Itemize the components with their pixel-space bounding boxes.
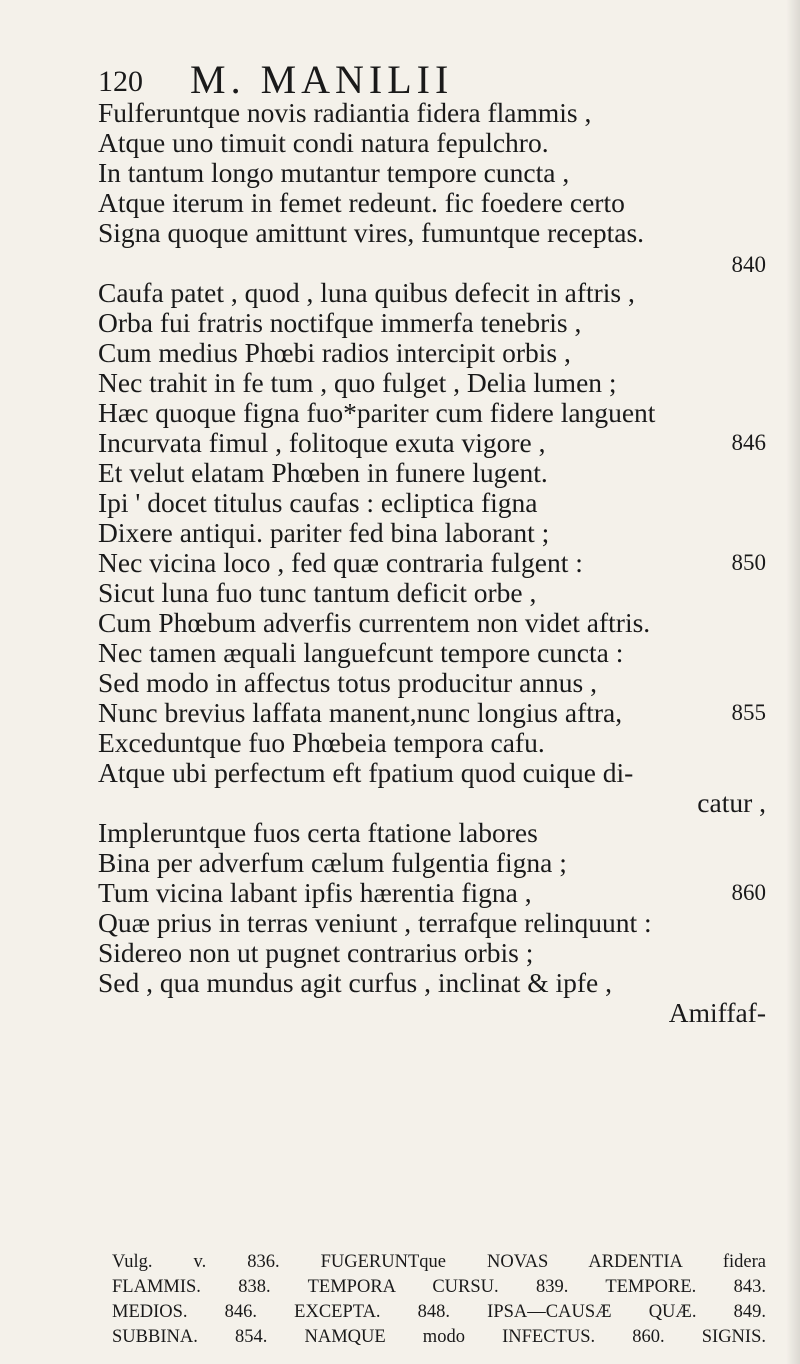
- line-number: 855: [731, 700, 766, 725]
- verse-text: Sicut luna fuo tunc tantum deficit orbe ,: [98, 577, 537, 608]
- verse-line: [98, 848, 766, 878]
- verse-line: [98, 278, 766, 308]
- line-number: 850: [731, 550, 766, 575]
- verse-line: [98, 968, 766, 998]
- verse-line: [98, 368, 766, 398]
- line-number: 846: [731, 430, 766, 455]
- verse-text: Cum Phœbum adverfis currentem non videt aftris.: [98, 607, 651, 638]
- verse-line: [98, 638, 766, 668]
- note-line: Vulg. v. 836. FUGERUNTque NOVAS ARDENTIA fidera: [112, 1252, 766, 1272]
- verse-text: Exceduntque fuo Phœbeia tempora cafu.: [98, 727, 545, 758]
- variant-notes: [112, 1250, 766, 1350]
- note-line: FLAMMIS. 838. TEMPORA CURSU. 839. TEMPORE. 843.: [112, 1277, 766, 1297]
- verse-line: [98, 698, 766, 728]
- verse-text: Nec vicina loco , fed quæ contraria fulgent :: [98, 547, 583, 578]
- verse-line: [98, 128, 766, 158]
- verse-line: [98, 458, 766, 488]
- verse-line: [98, 98, 766, 128]
- verse-text: Impleruntque fuos certa ftatione labores: [98, 817, 538, 848]
- verse-text: Orba fui fratris noctifque immerfa tenebris ,: [98, 307, 582, 338]
- verse-text: Atque uno timuit condi natura fepulchro.: [98, 127, 549, 158]
- verse-line: [98, 158, 766, 188]
- verse-line: [98, 908, 766, 938]
- verse-text: Amiffaf-: [668, 997, 766, 1028]
- page-number: 120: [98, 65, 143, 98]
- verse-line: [98, 608, 766, 638]
- verse-text: Dixere antiqui. pariter fed bina laborant ;: [98, 517, 550, 548]
- note-line: SUBBINA. 854. NAMQUE modo INFECTUS. 860. SIGNIS.: [112, 1327, 766, 1347]
- verse-text: Quæ prius in terras veniunt , terrafque relinquunt :: [98, 907, 652, 938]
- verse-text: catur ,: [697, 787, 766, 818]
- verse-text: In tantum longo mutantur tempore cuncta ,: [98, 157, 570, 188]
- verse-text: Incurvata fimul , folitoque exuta vigore ,: [98, 427, 546, 458]
- verse-line: [98, 548, 766, 578]
- line-number-row: [98, 248, 766, 278]
- verse-text: Sed modo in affectus totus producitur annus ,: [98, 667, 598, 698]
- poem-text: [98, 98, 766, 1028]
- verse-line: [98, 878, 766, 908]
- verse-text: Ipi ' docet titulus caufas : ecliptica figna: [98, 487, 538, 518]
- verse-line: [98, 518, 766, 548]
- verse-line: [98, 488, 766, 518]
- verse-text: Sed , qua mundus agit curfus , inclinat & ipfe ,: [98, 967, 613, 998]
- verse-line: [98, 758, 766, 788]
- verse-line: [98, 428, 766, 458]
- verse-text: Signa quoque amittunt vires, fumuntque receptas.: [98, 217, 645, 248]
- verse-text: Tum vicina labant ipfis hærentia figna ,: [98, 877, 532, 908]
- verse-line: [98, 338, 766, 368]
- verse-line: [98, 788, 766, 818]
- verse-text: Nec trahit in fe tum , quo fulget , Delia lumen ;: [98, 367, 617, 398]
- line-number: 860: [731, 880, 766, 905]
- verse-text: Bina per adverfum cælum fulgentia figna ;: [98, 847, 567, 878]
- verse-text: Atque ubi perfectum eft fpatium quod cuique di-: [98, 757, 634, 788]
- verse-line: [98, 668, 766, 698]
- verse-text: Fulferuntque novis radiantia fidera flammis ,: [98, 97, 592, 128]
- verse-line: [98, 218, 766, 248]
- verse-line: [98, 578, 766, 608]
- verse-text: Sidereo non ut pugnet contrarius orbis ;: [98, 937, 534, 968]
- verse-text: Hæc quoque figna fuo*pariter cum fidere languent: [98, 397, 656, 428]
- verse-line: [98, 398, 766, 428]
- verse-text: Atque iterum in femet redeunt. fic foedere certo: [98, 187, 625, 218]
- verse-text: Caufa patet , quod , luna quibus defecit in aftris ,: [98, 277, 635, 308]
- verse-line: [98, 938, 766, 968]
- verse-line: [98, 728, 766, 758]
- verse-line: [98, 818, 766, 848]
- verse-line: [98, 188, 766, 218]
- verse-line: [98, 998, 766, 1028]
- note-line: MEDIOS. 846. EXCEPTA. 848. IPSA—CAUSÆ QUÆ. 849.: [112, 1302, 766, 1322]
- verse-line: [98, 308, 766, 338]
- verse-text: Nec tamen æquali languefcunt tempore cuncta :: [98, 637, 624, 668]
- verse-text: Et velut elatam Phœben in funere lugent.: [98, 457, 548, 488]
- line-number: 840: [731, 252, 766, 277]
- page-edge-shadow: [786, 0, 800, 1364]
- verse-text: Cum medius Phœbi radios intercipit orbis ,: [98, 337, 571, 368]
- verse-text: Nunc brevius laffata manent,nunc longius aftra,: [98, 697, 623, 728]
- running-head: M. MANILII: [190, 57, 454, 102]
